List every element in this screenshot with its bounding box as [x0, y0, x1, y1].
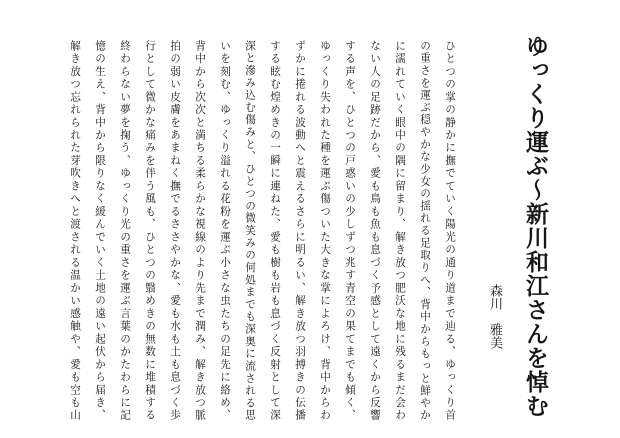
page-title: ゆっくり運ぶ～新川和江さんを悼む [522, 34, 548, 418]
body-line-text: に濡れていく眼中の隅に留まり、解き放つ肥沃な地に残るまだ会わ [394, 40, 406, 420]
body-line [294, 40, 306, 420]
body-line-text: 深と滲み込む傷みと、ひとつの微笑みの何処までも深奥に流される思 [244, 40, 256, 420]
body-line-text: する眩む煌めきの一瞬に連ねた、愛も樹も岩も息づく反射として深 [269, 40, 281, 420]
body-line-text: の重さを運ぶ穏やかな少女の揺れる足取りへ、背中からもっと鮮やか [419, 40, 431, 420]
body-line-text: 憶の生え、背中から限りなく緩んでいく土地の遠い起伏から届き、 [94, 40, 106, 420]
body-line [69, 40, 81, 420]
body-line-text: する声を、ひとつの戸惑いの少しずつ兆す青空の果てまでも傾く、 [344, 40, 356, 420]
body-line-text: ゆっくり失われた種を運ぶ傷ついた大きな掌によろけ、背中からわ [319, 40, 331, 420]
body-line-text: 拍の弱い皮膚をあまねく撫でるささやかな、愛も水も土も息づく歩 [169, 40, 181, 420]
body-line-text: ひとつの掌の静かに撫でていく陽光の通り道まで辿る、ゆっくり首 [444, 40, 456, 420]
body-line [244, 40, 256, 420]
body-line [419, 40, 431, 420]
body-line-text: 背中から次次と満ちる柔らかな視線のより先まで潤み、解き放つ脈 [194, 40, 206, 420]
body-line [94, 40, 106, 420]
body-line [444, 40, 456, 420]
body-line-text: 終わらない夢を掬う、ゆっくり光の重さを運ぶ言葉のかたわらに記 [119, 40, 131, 420]
body-line [319, 40, 331, 420]
author-name: 森川 雅美 [487, 284, 502, 349]
body-line-text: ずかに捲れる波動へと震えるさらに明るい、解き放つ羽搏きの伝播 [294, 40, 306, 420]
body-line [194, 40, 206, 420]
body-line-text: ない人の足跡だから、愛も鳥も魚も息づく予感として遠くから反響 [369, 40, 381, 420]
body-line [394, 40, 406, 420]
body-line [344, 40, 356, 420]
body-line [219, 40, 231, 420]
body-line-text: 解き放つ忘れられた芽吹きへと渡される温かい感触や、愛も空も山 [69, 40, 81, 420]
body-line [169, 40, 181, 420]
body-line-text: 行として微かな痛みを伴う風も、ひとつの翳めきの無数に堆積する [144, 40, 156, 420]
body-line [119, 40, 131, 420]
body-line [369, 40, 381, 420]
body-line-text: いを刻む、ゆっくり溢れる花粉を運ぶ小さな虫たちの足先に絡め、 [219, 40, 231, 420]
body-line [269, 40, 281, 420]
body-line [144, 40, 156, 420]
